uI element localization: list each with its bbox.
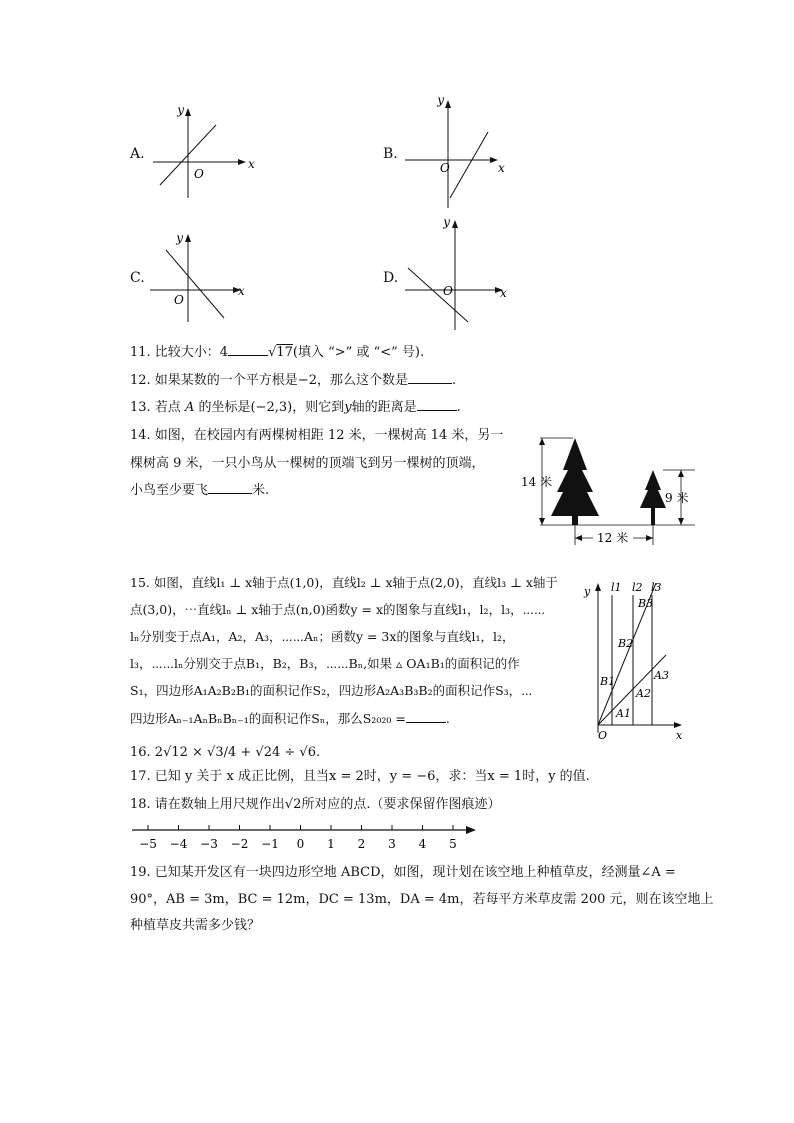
svg-text:l3: l3 (651, 581, 662, 594)
origin: O (440, 161, 450, 175)
axis-x: x (500, 286, 507, 300)
svg-text:B1: B1 (600, 675, 616, 688)
option-c-graph (148, 228, 258, 324)
tree2-height: 9 米 (665, 491, 689, 505)
question-16: 16. 2√12 × √3/4 + √24 ÷ √6. (130, 745, 321, 760)
question-17: 17. 已知 y 关于 x 成正比例，且当x = 2时，y = −6，求：当x = 1时，y 的值. (130, 769, 590, 784)
question-15-line6: 四边形Aₙ₋₁AₙBₙBₙ₋₁的面积记作Sₙ，那么S₂₀₂₀ = . (130, 706, 450, 732)
axis-x: x (238, 284, 245, 298)
option-a-label: A. (130, 146, 145, 162)
svg-text:x: x (676, 729, 683, 742)
question-14-line3: 小鸟至少要飞 米. (130, 478, 269, 504)
option-d-label: D. (383, 270, 399, 286)
short-tree-icon (640, 470, 666, 525)
answer-blank[interactable] (208, 479, 252, 494)
tick-label: −3 (200, 837, 218, 851)
q11-text: 11. 比较大小：4 (130, 345, 229, 360)
svg-text:B3: B3 (638, 597, 654, 610)
option-b-label: B. (383, 146, 398, 162)
tree1-height: 14 米 (521, 475, 553, 489)
tick-label: −2 (230, 837, 249, 851)
question-12: 12. 如果某数的一个平方根是−2，那么这个数是 . (130, 368, 456, 394)
svg-text:O: O (598, 729, 608, 742)
axis-x: x (248, 157, 255, 171)
radicand: 17 (276, 345, 293, 360)
tick-label: 5 (449, 837, 457, 851)
svg-text:l1: l1 (611, 581, 622, 594)
answer-blank[interactable] (228, 341, 268, 356)
tick-label: −1 (261, 837, 279, 851)
tick-label: 1 (327, 837, 335, 851)
lines-figure (578, 575, 688, 745)
svg-text:A1: A1 (616, 707, 631, 720)
axis-y: y (437, 93, 444, 107)
tick-label: −4 (169, 837, 188, 851)
question-19-line2: 90°，AB = 3m，BC = 12m，DC = 13m，DA = 4m，若每平方米草皮需 200 元，则在该空地上 (130, 892, 714, 907)
axis-y: y (177, 103, 184, 117)
question-13: 13. 若点 A 的坐标是(−2,3)，则它到y轴的距离是 . (130, 395, 461, 421)
axis-y: y (443, 215, 450, 229)
number-line (128, 820, 488, 856)
sqrt-sign: √ (268, 345, 277, 360)
question-14-line2: 棵树高 9 米，一只小鸟从一棵树的顶端飞到另一棵树的顶端， (130, 456, 485, 471)
tick-label: 0 (296, 837, 305, 851)
question-14-line1: 14. 如图，在校园内有两棵树相距 12 米，一棵树高 14 米，另一 (130, 428, 504, 443)
tall-tree-icon (551, 438, 599, 525)
origin: O (194, 167, 204, 181)
question-11 (130, 340, 424, 366)
trees-figure (515, 430, 705, 555)
svg-text:A3: A3 (654, 669, 669, 682)
answer-blank[interactable] (408, 369, 452, 384)
question-15-line4: l₃，⋯⋯lₙ分别交于点B₁，B₂，B₃，⋯⋯Bₙ,如果 ▵ OA₁B₁的面积记的作 (130, 656, 520, 671)
option-c-label: C. (130, 270, 145, 286)
number-line-ticks (139, 825, 457, 851)
question-19-line1: 19. 已知某开发区有一块四边形空地 ABCD，如图，现计划在该空地上种植草皮，经测量∠A = (130, 865, 676, 880)
option-a-graph (148, 100, 258, 200)
axis-y: y (176, 231, 183, 245)
question-18: 18. 请在数轴上用尺规作出√2所对应的点.（要求保留作图痕迹） (130, 797, 501, 812)
svg-text:y: y (584, 585, 591, 598)
tick-label: 3 (388, 837, 396, 851)
axis-x: x (498, 161, 505, 175)
svg-text:B2: B2 (618, 637, 634, 650)
question-15-line5: S₁，四边形A₁A₂B₂B₁的面积记作S₂，四边形A₂A₃B₃B₂的面积记作S₃，⋯ (130, 683, 533, 698)
tick-label: 4 (418, 837, 427, 851)
svg-text:l2: l2 (632, 581, 643, 594)
origin: O (443, 284, 453, 298)
question-15-line2: 点(3,0)，⋯直线lₙ ⊥ x轴于点(n,0)函数y = x的图象与直线l₁，l₂，l₃，⋯⋯ (130, 602, 546, 617)
question-15-line3: lₙ分别变于点A₁，A₂，A₃，⋯⋯Aₙ；函数y = 3x的图象与直线l₁，l₂， (130, 629, 515, 644)
q11-text-end: (填入 “>” 或 “<” 号). (292, 345, 425, 360)
answer-blank[interactable] (417, 396, 457, 411)
tick-label: 2 (357, 837, 366, 851)
answer-blank[interactable] (406, 708, 446, 723)
option-d-graph (400, 212, 515, 332)
option-b-graph (400, 90, 510, 210)
tick-label: −5 (139, 837, 157, 851)
origin: O (174, 293, 184, 307)
svg-text:A2: A2 (636, 687, 651, 700)
tree-distance: 12 米 (597, 531, 629, 545)
question-15-line1: 15. 如图，直线l₁ ⊥ x轴于点(1,0)，直线l₂ ⊥ x轴于点(2,0)，直线l₃ ⊥ x轴于 (130, 575, 558, 590)
question-19-line3: 种植草皮共需多少钱？ (130, 918, 261, 933)
